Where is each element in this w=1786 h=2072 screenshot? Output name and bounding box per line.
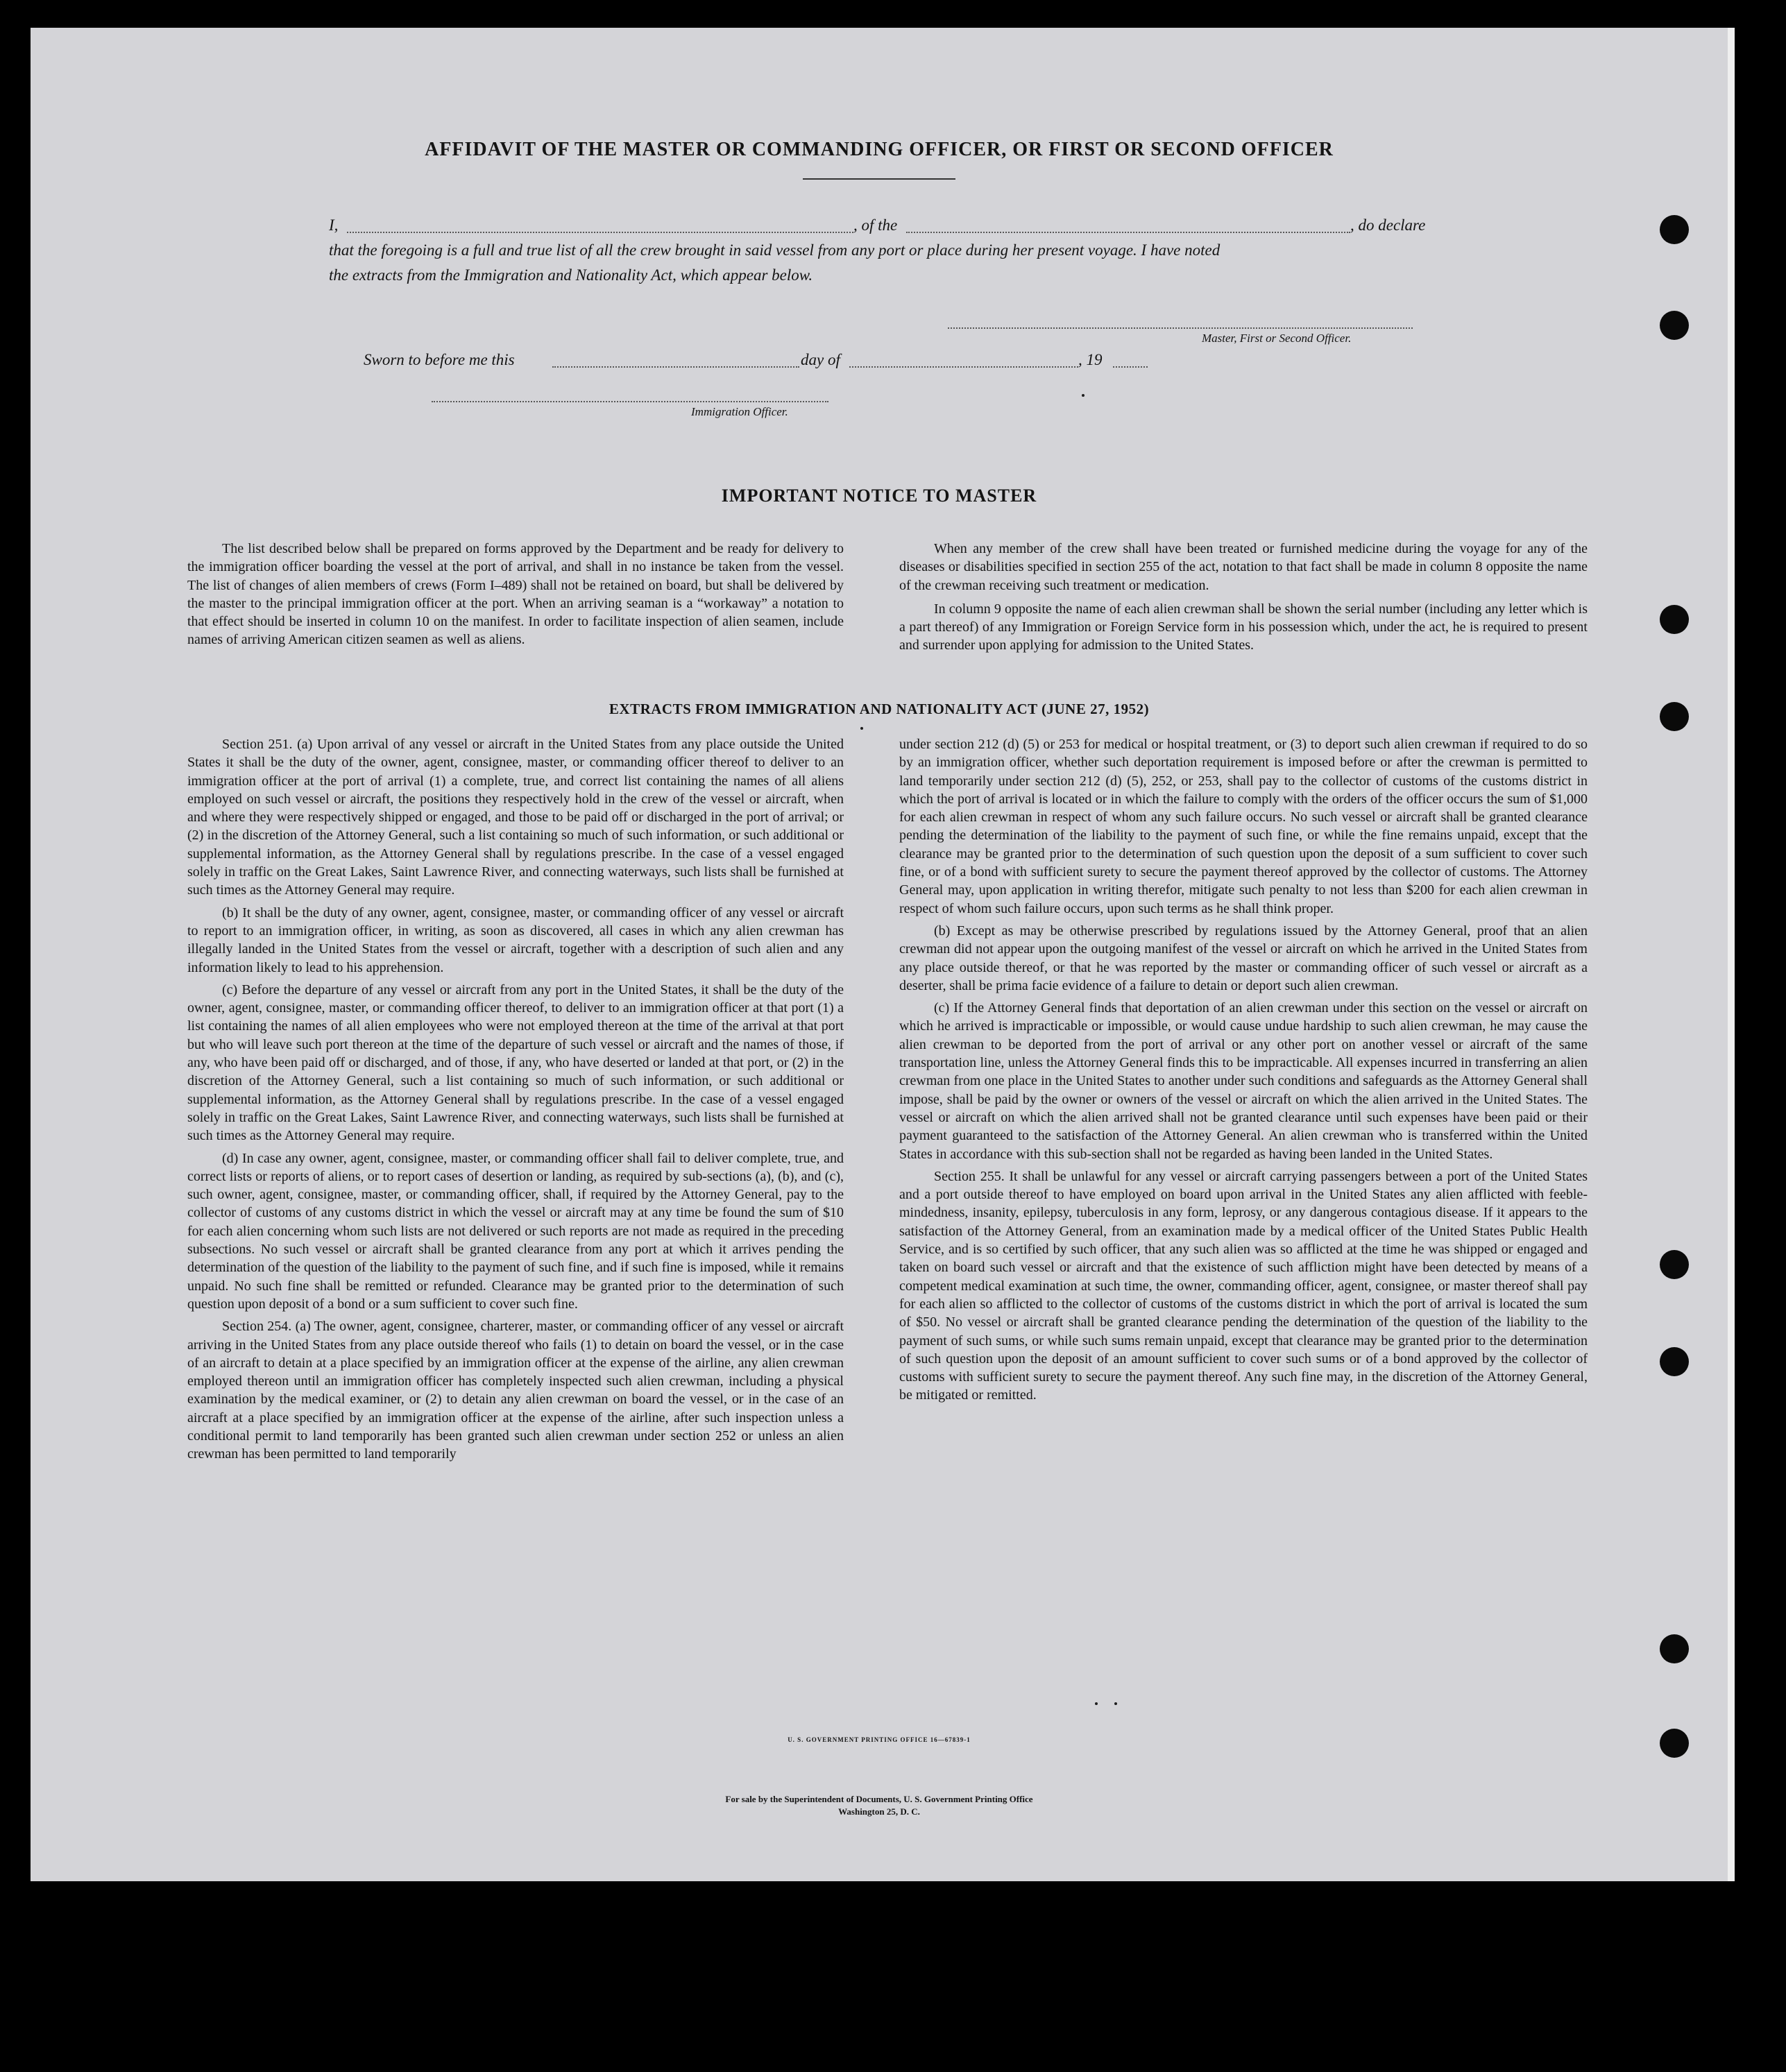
punch-hole: [1660, 605, 1689, 634]
affidavit-declare-label: , do declare: [1350, 216, 1426, 234]
punch-hole: [1660, 702, 1689, 731]
extracts-right-column: [899, 735, 1588, 1405]
affidavit-line-2: that the foregoing is a full and true list of all the crew brought in said vessel from any port or place during her present voyage. I have noted: [329, 241, 1221, 259]
notice-right-paragraph-1: When any member of the crew shall have been treated or furnished medicine during the voyage for any of the diseases or disabilities specified in section 255 of the act, notation to that fact shall be made in column 8 opposite the name of the crewman receiving such treatment or medication.: [899, 541, 1588, 593]
scan-speck: [1114, 1702, 1117, 1705]
notice-left-column: [187, 540, 844, 649]
scan-speck: [1095, 1702, 1098, 1705]
scan-speck: [860, 727, 863, 730]
punch-hole: [1660, 215, 1689, 244]
printing-office-imprint: U. S. GOVERNMENT PRINTING OFFICE 16—67839-1: [788, 1736, 971, 1743]
section-251-d: (d) In case any owner, agent, consignee, master, or commanding officer shall fail to deliver complete, true, and correct lists or reports of aliens, or to report cases of desertion or landing, as required by sub-sections (a), (b), and (c), such owner, agent, consignee, master, or commanding officer, shall, if required by the Attorney General, pay to the collector of customs of any customs district in which the vessel or aircraft may at any time be found the sum of $10 for each alien concerning whom such lists are not delivered or such reports are not made as required in the preceding subsections. No such vessel or aircraft shall be granted clearance from any port at which it arrives pending the determination of the question of the liability to the payment of such fine, and if such fine is imposed, while it remains unpaid. No such fine shall be remitted or refunded. Clearance may be granted prior to the determination of such question upon deposit of a bond or a sum sufficient to cover such fine.: [187, 1150, 844, 1312]
affidavit-line-3: the extracts from the Immigration and Nationality Act, which appear below.: [329, 266, 813, 284]
officer-signature-line: [432, 401, 828, 402]
notice-title: IMPORTANT NOTICE TO MASTER: [721, 486, 1037, 506]
year-fill-line: [1113, 366, 1148, 368]
sworn-month-fill-line: [849, 366, 1078, 368]
sworn-day-fill-line: [552, 366, 799, 368]
extracts-left-column: [187, 735, 844, 1464]
punch-hole: [1660, 1250, 1689, 1279]
section-251-b: (b) It shall be the duty of any owner, agent, consignee, master, or commanding officer of any vessel or aircraft to report to an immigration officer, in writing, as soon as discovered, all cases in which any alien crewman has illegally landed in the United States from the vessel or aircraft, together with a description of such alien and any information likely to lead to his apprehension.: [187, 905, 844, 975]
section-255: Section 255. It shall be unlawful for any vessel or aircraft carrying passengers between a port of the United States and a port outside thereof to have employed on board upon arrival in the United States any alien afflicted with feeble-mindedness, insanity, epilepsy, tuberculosis in any form, leprosy, or any dangerous contagious disease. If it appears to the satisfaction of the Attorney General, from an examination made by a medical officer of the United States Public Health Service, and is so certified by such officer, that any such alien was so afflicted at the time he was shipped or engaged and taken on board such vessel or aircraft and that the existence of such affliction might have been detected by means of a competent medical examination at such time, the owner, commanding officer, agent, consignee, or master thereof shall pay for each alien so afflicted to the collector of customs of the customs district in which the port of arrival is located the sum of $50. No vessel or aircraft shall be granted clearance pending the determination of the question of the liability to the payment of such sums, or while such sums remain unpaid, except that clearance may be granted prior to the determination of such question upon the deposit of an amount sufficient to cover such sums or of a bond approved by the collector of customs with sufficient surety to secure the payment thereof. Any such fine may, in the discretion of the Attorney General, be mitigated or remitted.: [899, 1168, 1588, 1403]
affidavit-of-the-label: , of the: [853, 216, 898, 234]
punch-hole: [1660, 1729, 1689, 1758]
sale-footer-line-1: For sale by the Superintendent of Documents, U. S. Government Printing Office: [725, 1794, 1033, 1804]
master-signature-line: [948, 327, 1413, 329]
day-of-label: day of: [801, 351, 840, 368]
master-signature-label: Master, First or Second Officer.: [1202, 332, 1352, 345]
page-edge: [1728, 28, 1735, 1881]
punch-hole: [1660, 311, 1689, 340]
vessel-fill-line: [906, 232, 1350, 233]
notice-left-paragraph: The list described below shall be prepared on forms approved by the Department and be ready for delivery to the immigration officer boarding the vessel at the port of arrival, and shall in no instance be taken from the vessel. The list of changes of alien members of crews (Form I–489) shall not be retained on board, but shall be delivered by the master to the principal immigration officer at the port. When an arriving seaman is a “workaway” a notation to that effect should be inserted in column 10 on the manifest. In order to facilitate inspection of alien seamen, include names of arriving American citizen seamen as well as aliens.: [187, 541, 844, 648]
punch-hole: [1660, 1347, 1689, 1376]
title-underline: [803, 178, 955, 180]
scan-speck: [1082, 394, 1085, 397]
name-fill-line: [347, 232, 853, 233]
section-251-a: Section 251. (a) Upon arrival of any vessel or aircraft in the United States from any place outside the United States it shall be the duty of the owner, agent, consignee, master, or commanding officer thereof to deliver to an immigration officer at the port of arrival (1) a complete, true, and correct list containing the names of all aliens employed on such vessel or aircraft, the positions they respectively hold in the crew of the vessel or aircraft, when and where they were respectively shipped or engaged, and those to be paid off or discharged in the port of arrival; or (2) in the discretion of the Attorney General, such a list containing so much of such information, or such additional or supplemental information, as the Attorney General shall by regulations prescribe. In the case of a vessel engaged solely in traffic on the Great Lakes, Saint Lawrence River, and connecting waterways, such lists shall be furnished at such times as the Attorney General may require.: [187, 737, 844, 898]
section-254-c: (c) If the Attorney General finds that deportation of an alien crewman under this section on the vessel or aircraft on which he arrived is impracticable or impossible, or would cause undue hardship to such alien crewman, he may cause the alien crewman to be deported from the port of arrival or any other port on another vessel or aircraft of the same transportation line, unless the Attorney General finds this to be impracticable. All expenses incurred in transferring an alien crewman from one place in the United States to another under such conditions and safeguards as the Attorney General shall impose, shall be paid by the owner or owners of the vessel or aircraft on which the alien arrived in the United States. The vessel or aircraft on which the alien arrived shall not be granted clearance until such expenses have been paid or their payment guaranteed to the satisfaction of the Attorney General. An alien crewman who is transferred within the United States in accordance with this sub-section shall not be regarded as having been landed in the United States.: [899, 1000, 1588, 1162]
affidavit-i-label: I,: [329, 216, 339, 234]
punch-hole: [1660, 1634, 1689, 1663]
section-251-c: (c) Before the departure of any vessel or aircraft from any port in the United States, it shall be the duty of the owner, agent, consignee, master, or commanding officer thereof, to deliver to an immigration officer at that port (1) a list containing the names of all alien employees who were not employed thereon at the time of the arrival at that port but who will leave such port thereon at the time of the departure of such vessel or aircraft and the names of those, if any, who have been paid off or discharged, and of those, if any, who have deserted or landed at that port, or (2) in the discretion of the Attorney General, such a list containing so much of such information, or such additional or supplemental information, as the Attorney General shall by regulations prescribe. In the case of a vessel engaged solely in traffic on the Great Lakes, Saint Lawrence River, and connecting waterways, such lists shall be furnished at such times as the Attorney General may require.: [187, 982, 844, 1144]
sale-footer: [31, 1793, 1728, 1818]
sworn-label: Sworn to before me this: [364, 351, 515, 368]
extracts-title: EXTRACTS FROM IMMIGRATION AND NATIONALITY ACT (JUNE 27, 1952): [609, 701, 1150, 717]
document-page: [31, 28, 1728, 1881]
notice-right-paragraph-2: In column 9 opposite the name of each alien crewman shall be shown the serial number (including any letter which is a part thereof) of any Immigration or Foreign Service form in his possession which, under the act, he is required to present and surrender upon applying for admission to the United States.: [899, 601, 1588, 653]
notice-right-column: [899, 540, 1588, 655]
section-254-a: Section 254. (a) The owner, agent, consignee, charterer, master, or commanding officer of any vessel or aircraft arriving in the United States from any place outside thereof who fails (1) to detain on board the vessel, or in the case of an aircraft to detain at a place specified by an immigration officer at the expense of the airline, any alien crewman employed thereon until an immigration officer has completely inspected such alien crewman, including a physical examination by the medical examiner, or (2) to detain any alien crewman on board the vessel, or in the case of an aircraft at a place specified by an immigration officer at the expense of the airline, after such inspection unless a conditional permit to land temporarily has been granted such alien crewman under section 252 or unless an alien crewman has been permitted to land temporarily: [187, 1319, 844, 1462]
affidavit-title: AFFIDAVIT OF THE MASTER OR COMMANDING OFFICER, OR FIRST OR SECOND OFFICER: [425, 139, 1334, 160]
section-254-a-continued: under section 212 (d) (5) or 253 for medical or hospital treatment, or (3) to deport such alien crewman if required to do so by an immigration officer, whether such deportation requirement is imposed before or after the crewman is permitted to land temporarily under section 212 (d) (5), 252, or 253, shall pay to the collector of customs of the customs district in which the port of arrival is located or in which the failure to comply with the orders of the officer occurs the sum of $1,000 for each alien crewman in respect of whom any such failure occurs. No such vessel or aircraft shall be granted clearance pending the determination of the liability to the payment of such fine, or while the fine remains unpaid, except that the clearance may be granted prior to the determination of such question upon the deposit of a sum sufficient to cover such fine, or of a bond with sufficient surety to secure the payment thereof approved by the collector of customs. The Attorney General may, upon application in writing therefor, mitigate such penalty to not less than $200 for each alien crewman in respect of whom such failure occurs, upon such terms as he shall think proper.: [899, 737, 1588, 916]
section-254-b: (b) Except as may be otherwise prescribed by regulations issued by the Attorney General, proof that an alien crewman did not appear upon the outgoing manifest of the vessel or aircraft on which he arrived in the United States from any place outside thereof, or that he was reported by the master or commanding officer of such vessel or aircraft as a deserter, shall be prima facie evidence of a failure to detain or deport such alien crewman.: [899, 923, 1588, 993]
sale-footer-line-2: Washington 25, D. C.: [838, 1806, 920, 1817]
year-label: , 19: [1078, 351, 1103, 368]
officer-signature-label: Immigration Officer.: [691, 405, 788, 418]
